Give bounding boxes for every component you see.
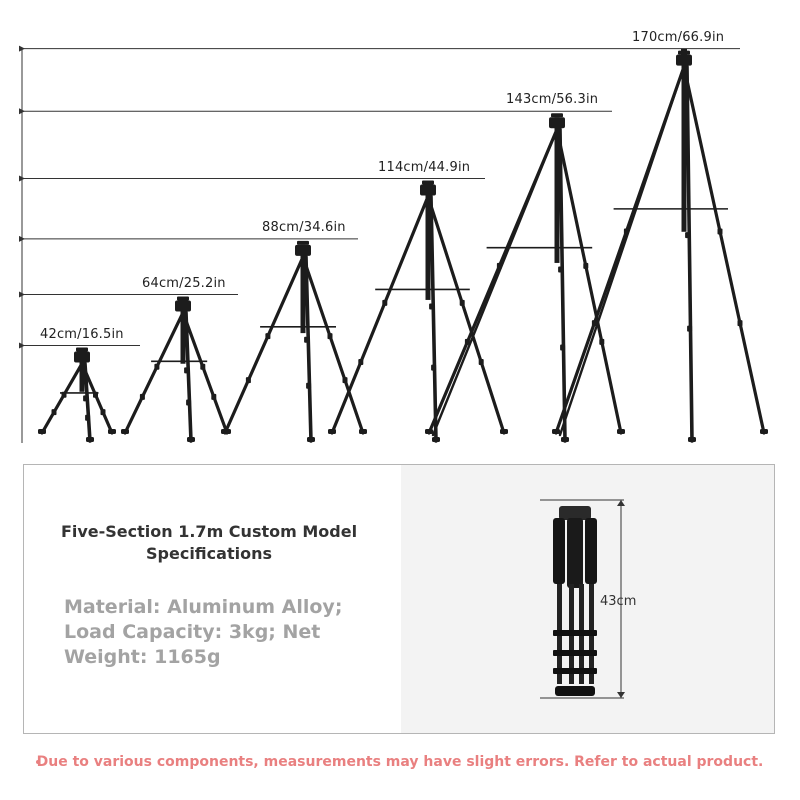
tripod-head [549, 117, 565, 128]
leg-lock-clip [306, 383, 311, 389]
folded-tripod-panel [401, 465, 775, 733]
tripod-plate [422, 181, 434, 185]
tripod-leg-back [560, 67, 684, 435]
leg-lock-clip [246, 377, 251, 383]
leg-lock-clip [460, 300, 465, 306]
leg-lock-clip [328, 333, 333, 339]
leg-lock-clip [200, 364, 205, 370]
leg-lock-clip [304, 337, 309, 343]
leg-lock-clip [431, 365, 436, 371]
leg-lock-clip [154, 364, 159, 370]
leg-lock-clip [85, 415, 90, 421]
leg-lock-clip [479, 359, 484, 365]
tripod-leg-left [42, 364, 82, 433]
tripod-foot [221, 429, 229, 434]
tripod-foot [760, 429, 768, 434]
tripod-figure [552, 49, 768, 442]
leg-lock-clip [83, 395, 88, 401]
leg-lock-clip [687, 326, 692, 332]
leg-lock-clip [592, 320, 597, 326]
leg-lock-clip [52, 409, 57, 415]
tripod-head [74, 352, 90, 363]
leg-lock-clip [497, 263, 502, 269]
spec-title: Five-Section 1.7m Custom Model Specifications [60, 522, 358, 563]
tripod-foot [108, 429, 116, 434]
leg-lock-clip [265, 333, 270, 339]
tripod-foot [86, 437, 94, 442]
tripod-foot [500, 429, 508, 434]
height-label: 114cm/44.9in [378, 159, 471, 175]
tripod-head [175, 301, 191, 312]
leg-lock-clip [140, 394, 145, 400]
leg-lock-clip [624, 228, 629, 234]
tripod-foot [561, 437, 569, 442]
spec-panel [23, 464, 775, 734]
leg-lock-clip [465, 339, 470, 345]
leg-lock-clip [718, 228, 723, 234]
folded-height-label: 43cm [600, 594, 637, 609]
tripod-plate [551, 113, 563, 117]
tripod-leg-left [125, 313, 183, 433]
tripod-leg-left [225, 257, 303, 433]
leg-lock-clip [429, 304, 434, 310]
height-label: 64cm/25.2in [142, 275, 226, 291]
tripod-leg-front [431, 197, 436, 441]
tripod-foot [688, 437, 696, 442]
tripod-foot [552, 429, 560, 434]
tripod-leg-front [85, 364, 90, 441]
leg-lock-clip [583, 263, 588, 269]
leg-lock-clip [184, 367, 189, 373]
height-label: 42cm/16.5in [40, 326, 124, 342]
leg-lock-clip [560, 344, 565, 350]
height-label: 170cm/66.9in [632, 29, 725, 45]
spec-details: Material: Aluminum Alloy; Load Capacity: 3kg; Net Weight: 1165g [64, 596, 343, 668]
center-column [301, 245, 306, 333]
leg-lock-clip [343, 377, 348, 383]
height-label: 143cm/56.3in [506, 92, 599, 108]
tripod-leg-right [428, 197, 504, 433]
tripod-plate [297, 241, 309, 245]
tripod-leg-right [684, 67, 764, 433]
tripod-figure [221, 241, 367, 442]
tripod-leg-back [433, 129, 557, 435]
tripod-foot [121, 429, 129, 434]
tripod-foot [328, 429, 336, 434]
leg-lock-clip [358, 359, 363, 365]
tripod-leg-right [303, 257, 363, 433]
tripod-foot [425, 429, 433, 434]
leg-lock-clip [685, 232, 690, 238]
tripod-leg-front [687, 67, 692, 441]
tripod-leg-front [306, 257, 311, 441]
tripod-plate [177, 297, 189, 301]
tripod-figure [121, 297, 231, 442]
center-column [426, 185, 431, 300]
tripod-leg-left [332, 197, 428, 433]
tripod-leg-front [560, 129, 565, 441]
tripod-figures [38, 49, 768, 442]
leg-lock-clip [738, 320, 743, 326]
height-guide-lines [19, 46, 740, 443]
tripod-foot [617, 429, 625, 434]
leg-lock-clip [382, 300, 387, 306]
tripod-plate [76, 348, 88, 352]
tripod-figure [38, 348, 116, 442]
height-label: 88cm/34.6in [262, 219, 346, 235]
disclaimer-text: Due to various components, measurements may have slight errors. Refer to actual product. [36, 754, 764, 770]
center-column [555, 117, 560, 263]
extension-tip [681, 49, 687, 57]
tripod-foot [38, 429, 46, 434]
tripod-foot [187, 437, 195, 442]
leg-lock-clip [186, 399, 191, 405]
tripod-head [295, 245, 311, 256]
leg-lock-clip [599, 339, 604, 345]
leg-lock-clip [211, 394, 216, 400]
tripod-foot [432, 437, 440, 442]
tripod-foot [307, 437, 315, 442]
tripod-head [420, 185, 436, 196]
tripod-foot [359, 429, 367, 434]
leg-lock-clip [101, 409, 106, 415]
center-column [682, 61, 687, 232]
leg-lock-clip [558, 267, 563, 273]
